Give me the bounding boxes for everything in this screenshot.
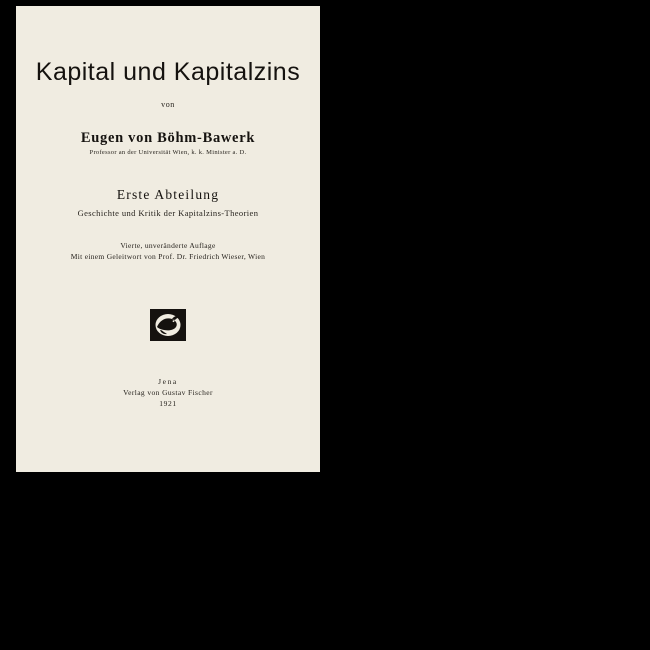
byline-von: von bbox=[161, 100, 175, 109]
edition-statement-line-2: Mit einem Geleitwort von Prof. Dr. Friedrich Wieser, Wien bbox=[70, 252, 266, 261]
author-name: Eugen von Böhm-Bawerk bbox=[80, 130, 256, 146]
title-page-content bbox=[16, 6, 320, 472]
section-part-heading: Erste Abteilung bbox=[116, 187, 220, 202]
imprint-publisher: Verlag von Gustav Fischer bbox=[123, 388, 213, 397]
edition-statement-line-1: Vierte, unveränderte Auflage bbox=[120, 241, 216, 250]
page-title: Kapital und Kapitalzins bbox=[35, 58, 301, 86]
imprint-city: Jena bbox=[158, 377, 178, 386]
imprint-year: 1921 bbox=[159, 399, 177, 408]
section-subtitle: Geschichte und Kritik der Kapitalzins-Theorien bbox=[77, 208, 259, 218]
book-title-page bbox=[16, 6, 320, 472]
publisher-device-icon bbox=[150, 309, 186, 341]
author-affiliation: Professor an der Universität Wien, k. k. Minister a. D. bbox=[89, 149, 247, 156]
